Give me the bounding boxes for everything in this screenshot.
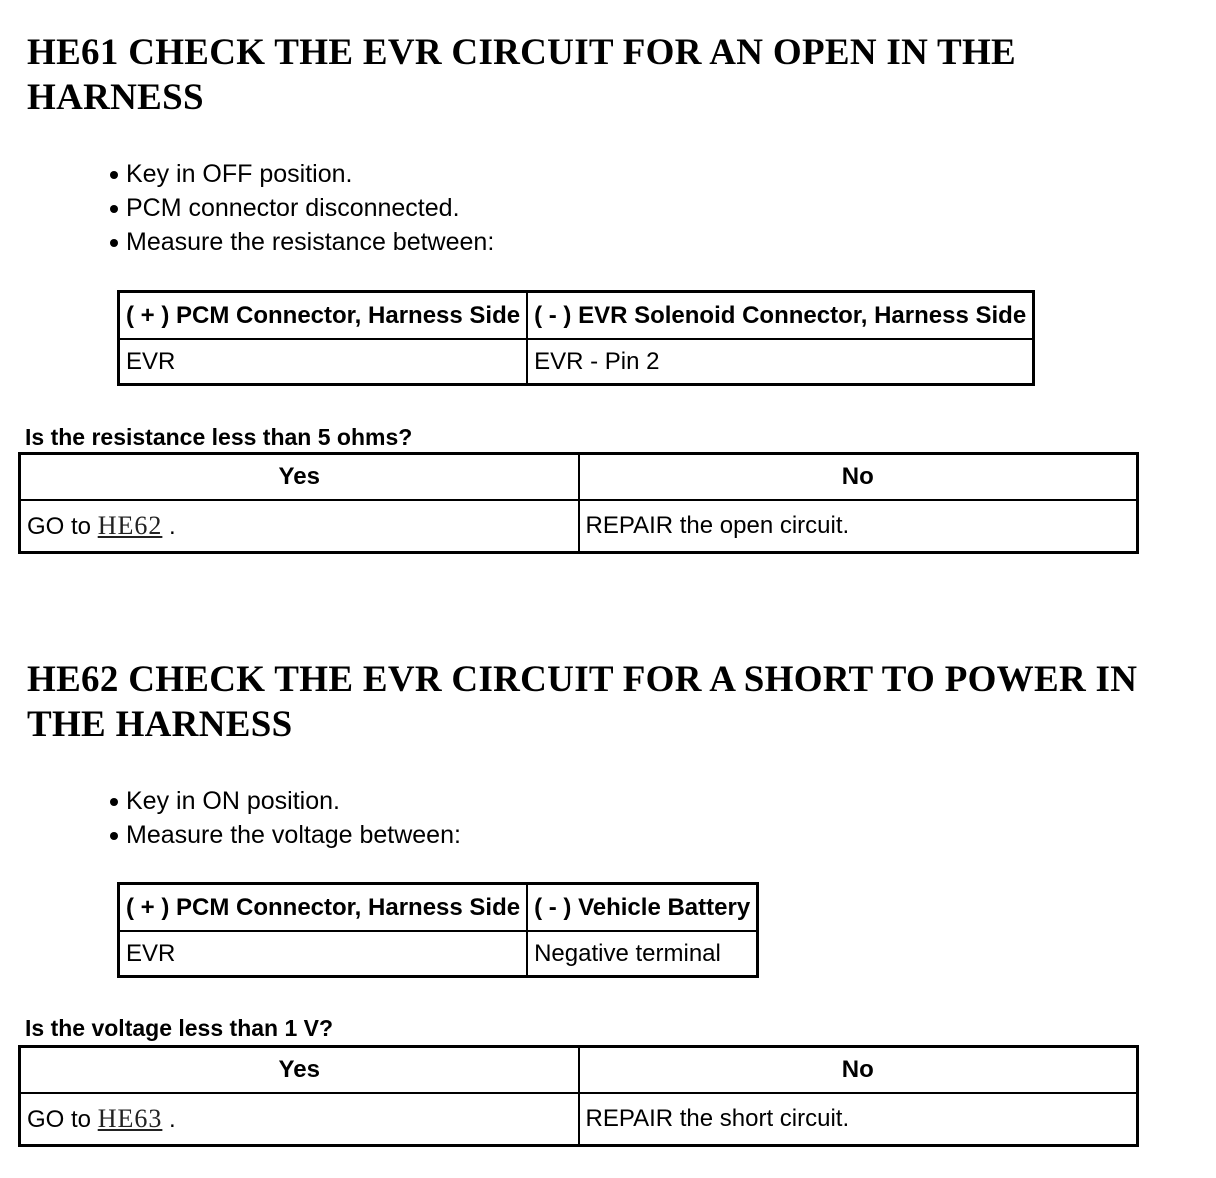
step-item: Measure the voltage between: [108, 818, 461, 852]
measurement-header-row [119, 884, 758, 932]
goto-he62-link[interactable]: HE62 [97, 511, 163, 540]
step-item: Key in OFF position. [108, 157, 494, 191]
goto-he63-link[interactable]: HE63 [97, 1104, 163, 1133]
yes-action-prefix: GO to [27, 513, 92, 540]
answer-row [20, 1093, 1138, 1146]
answer-header-row [20, 454, 1138, 501]
positive-lead-header: ( + ) PCM Connector, Harness Side [119, 884, 528, 932]
negative-lead-header: ( - ) EVR Solenoid Connector, Harness Side [527, 292, 1034, 340]
negative-lead-header: ( - ) Vehicle Battery [527, 884, 758, 932]
answer-header-row [20, 1047, 1138, 1094]
positive-lead-header: ( + ) PCM Connector, Harness Side [119, 292, 528, 340]
no-action: REPAIR the open circuit. [579, 500, 1138, 553]
negative-lead-value: Negative terminal [527, 931, 758, 977]
step-item: Key in ON position. [108, 784, 461, 818]
answer-table [18, 1045, 1139, 1147]
answer-table [18, 452, 1139, 554]
yes-header: Yes [20, 1047, 579, 1094]
positive-lead-value: EVR [119, 339, 528, 385]
yes-action-suffix: . [169, 1106, 176, 1133]
positive-lead-value: EVR [119, 931, 528, 977]
test-question: Is the voltage less than 1 V? [25, 1015, 334, 1041]
measurement-header-row [119, 292, 1034, 340]
measurement-table [117, 290, 1035, 386]
step-list [108, 157, 494, 259]
negative-lead-value: EVR - Pin 2 [527, 339, 1034, 385]
measurement-row [119, 931, 758, 977]
yes-action-suffix: . [169, 513, 176, 540]
yes-action [20, 1093, 579, 1146]
test-question: Is the resistance less than 5 ohms? [25, 424, 413, 450]
answer-row [20, 500, 1138, 553]
step-list [108, 784, 461, 852]
no-header: No [579, 1047, 1138, 1094]
measurement-row [119, 339, 1034, 385]
step-item: Measure the resistance between: [108, 225, 494, 259]
section-title: HE61 CHECK THE EVR CIRCUIT FOR AN OPEN IN THE HARNESS [27, 32, 1017, 118]
section-title: HE62 CHECK THE EVR CIRCUIT FOR A SHORT TO POWER IN THE HARNESS [27, 659, 1138, 745]
step-item: PCM connector disconnected. [108, 191, 494, 225]
yes-action [20, 500, 579, 553]
no-header: No [579, 454, 1138, 501]
yes-header: Yes [20, 454, 579, 501]
no-action: REPAIR the short circuit. [579, 1093, 1138, 1146]
yes-action-prefix: GO to [27, 1106, 92, 1133]
measurement-table [117, 882, 759, 978]
